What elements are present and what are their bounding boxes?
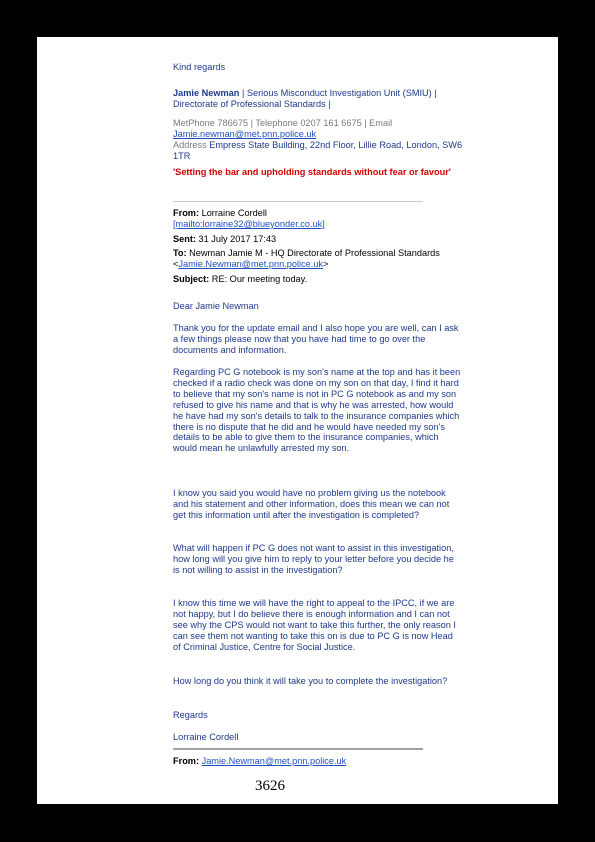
subject-value: RE: Our meeting today. (209, 274, 308, 284)
sent-line (173, 234, 463, 245)
sent-value: 31 July 2017 17:43 (195, 234, 277, 244)
greeting: Dear Jamie Newman (173, 301, 259, 311)
paragraph-6: How long do you think it will take you to complete the investigation? (173, 676, 448, 686)
paragraph-1: Thank you for the update email and I also hope you are well, can I ask a few things please now that you have had time to go over the documents and information. (173, 323, 459, 355)
footer-divider (173, 748, 423, 750)
to-label: To: (173, 248, 187, 258)
footer-from-label: From: (173, 756, 200, 766)
divider (173, 201, 423, 202)
paragraph-4: What will happen if PC G does not want to assist in this investigation, how long will you give him to reply to your letter before you decide he is not willing to assist in the investigation? (173, 543, 454, 575)
from-mailto-link[interactable]: [mailto:lorraine32@blueyonder.co.uk] (173, 219, 325, 229)
paragraph-2: Regarding PC G notebook is my son's name at the top and has it been checked if a radio check was done on my son on that day, I find it hard to believe that my son's name is not in PC G notebook as and my son refused to give his name and that is why he was arrested, how would he have had my son's details to talk to the insurance companies which there is no dispute that he did and he would have needed my son's details to be able to give them to the insurance companies, which would mean he unlawfully arrested my son. (173, 367, 461, 454)
paragraph-3: I know you said you would have no problem giving us the notebook and his statement and other information, does this mean we can not get this information until after the investigation is completed? (173, 488, 450, 520)
footer-from-line (173, 756, 463, 767)
regards-line: Regards (173, 710, 208, 720)
sender-name: Lorraine Cordell (173, 732, 239, 742)
signature-title: | Serious Misconduct Investigation Unit (SMIU) | Directorate of Professional Standards | (173, 88, 437, 109)
to-close: > (323, 258, 329, 269)
from-mailto-line (173, 219, 463, 230)
paragraph-5: I know this time we will have the right to appeal to the IPCC, if we are not happy, but I do believe there is enough information and I can not see why the CPS would not want to take this further, the only reason I can see them not wanting to take this on is due to PC G is now Head of Criminal Justice, Centre for Social Justice. (173, 598, 456, 652)
motto: 'Setting the bar and upholding standards without fear or favour' (173, 167, 451, 177)
address-label: Address (173, 140, 207, 150)
signature-name: Jamie Newman (173, 88, 240, 98)
signature-block (173, 88, 463, 110)
subject-line (173, 274, 463, 285)
phone-line: MetPhone 786675 | Telephone 0207 161 6675 | Email (173, 118, 393, 128)
document-page (37, 37, 558, 804)
footer-email-link[interactable]: Jamie.Newman@met.pnn.police.uk (201, 756, 347, 766)
from-line (173, 208, 463, 219)
address-value: Empress State Building, 22nd Floor, Lillie Road, London, SW6 1TR (173, 140, 463, 161)
from-name: Lorraine Cordell (199, 208, 267, 218)
signature-email-link[interactable]: Jamie.newman@met.pnn.police.uk (173, 129, 317, 139)
to-value: Newman Jamie M - HQ Directorate of Professional Standards < (173, 248, 440, 269)
from-label: From: (173, 208, 200, 218)
to-email-link[interactable]: Jamie.Newman@met.pnn.police.uk (178, 258, 324, 269)
page-number: 3626 (255, 778, 285, 794)
subject-label: Subject: (173, 274, 210, 284)
email-line (173, 129, 463, 140)
sent-label: Sent: (173, 234, 196, 244)
to-line (173, 248, 463, 270)
closing-line: Kind regards (173, 62, 226, 72)
address-line (173, 140, 463, 162)
